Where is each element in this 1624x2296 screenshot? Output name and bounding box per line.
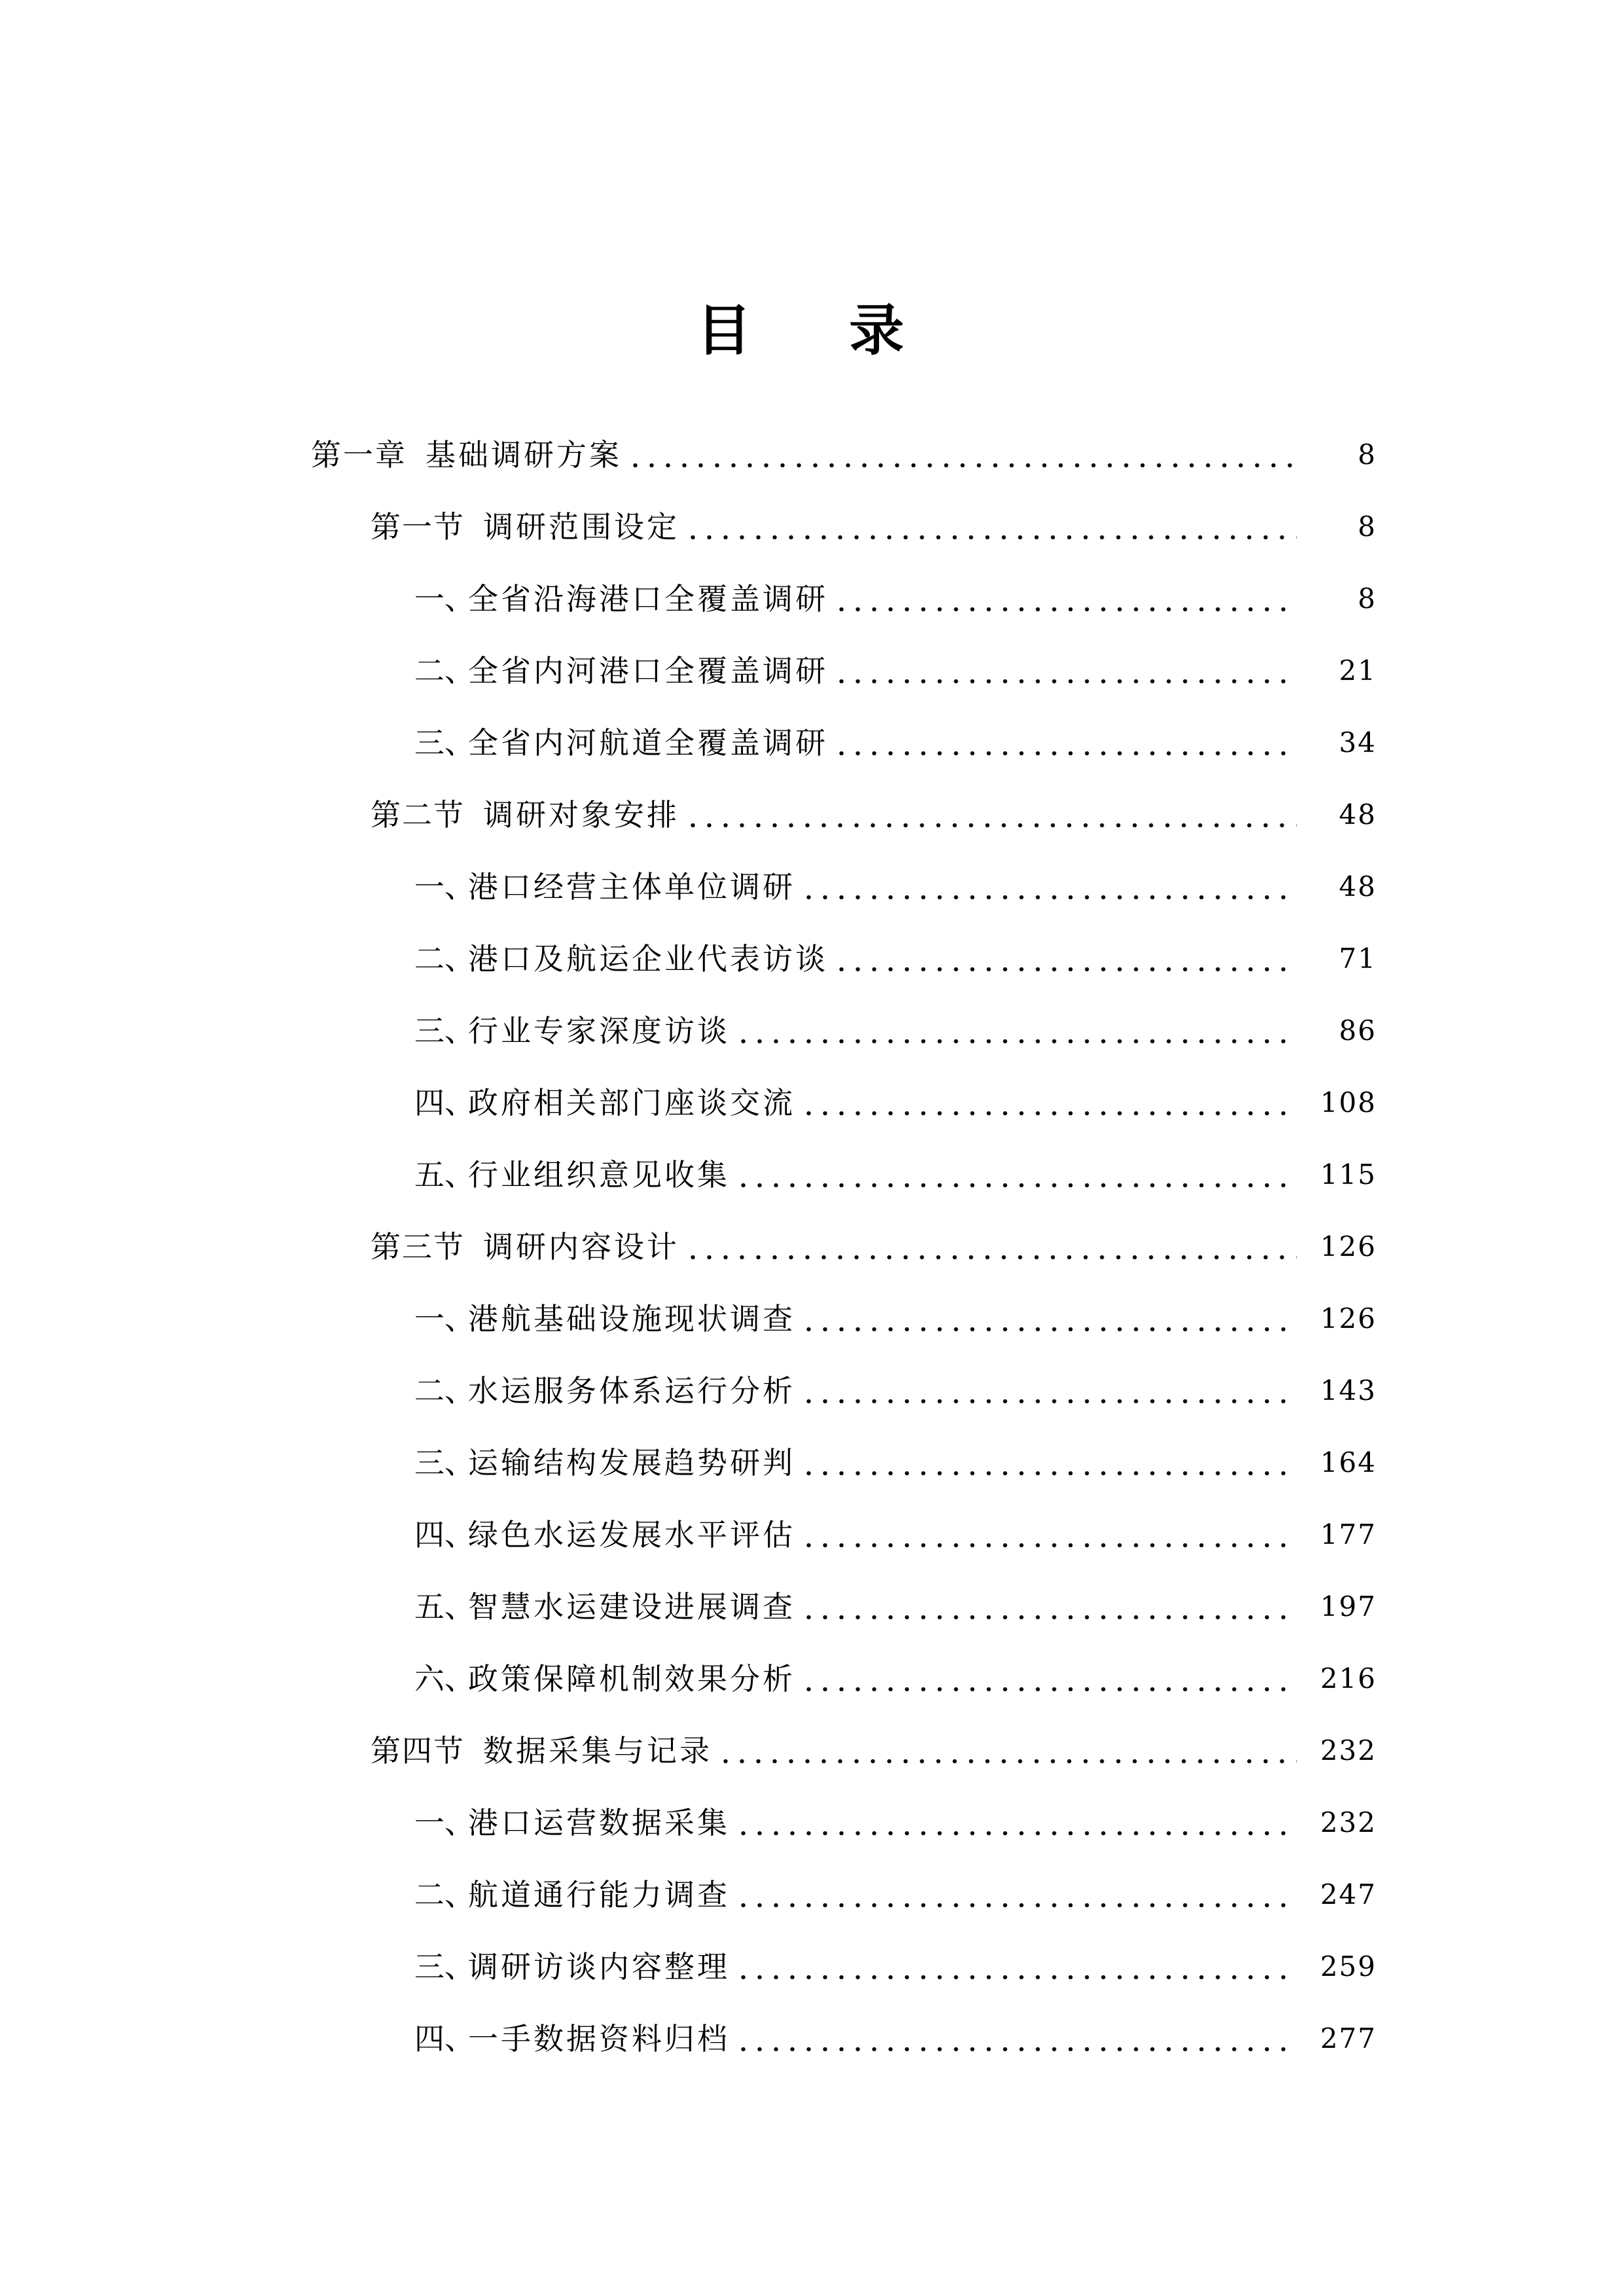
entry-number: 一、 xyxy=(414,1805,475,1840)
toc-entry-subsection[interactable] xyxy=(0,1427,1624,1499)
entry-number: 五、 xyxy=(414,1157,475,1193)
page-number: 8 xyxy=(1358,511,1377,543)
entry-title: 港口及航运企业代表访谈 xyxy=(468,941,828,977)
page-number: 177 xyxy=(1320,1518,1377,1551)
page-number: 197 xyxy=(1320,1590,1377,1623)
page-number: 277 xyxy=(1320,2022,1377,2054)
entry-number: 第三节 xyxy=(370,1229,465,1265)
dot-leader xyxy=(735,2003,1297,2075)
entry-title: 全省内河港口全覆盖调研 xyxy=(468,653,828,689)
entry-number: 二、 xyxy=(414,1877,475,1912)
page-number: 8 xyxy=(1358,439,1377,471)
entry-title: 水运服务体系运行分析 xyxy=(468,1373,795,1408)
toc-entry-subsection[interactable] xyxy=(0,851,1624,923)
toc-entry-subsection[interactable] xyxy=(0,1931,1624,2003)
dot-leader xyxy=(801,1355,1297,1427)
entry-number: 三、 xyxy=(414,1949,475,1984)
entry-number: 三、 xyxy=(414,1445,475,1480)
toc-entry-subsection[interactable] xyxy=(0,923,1624,995)
page-number: 164 xyxy=(1320,1446,1377,1479)
dot-leader xyxy=(685,779,1297,851)
toc-entry-subsection[interactable] xyxy=(0,563,1624,635)
entry-number: 第二节 xyxy=(370,797,465,833)
entry-title: 行业专家深度访谈 xyxy=(468,1013,730,1049)
page-number: 259 xyxy=(1320,1950,1377,1982)
toc-entry-subsection[interactable] xyxy=(0,707,1624,779)
toc-entry-subsection[interactable] xyxy=(0,1643,1624,1715)
entry-title: 调研内容设计 xyxy=(483,1229,679,1265)
page-number: 48 xyxy=(1339,870,1377,903)
toc-entry-section[interactable] xyxy=(0,1211,1624,1283)
entry-number: 四、 xyxy=(414,2021,475,2056)
page-number: 126 xyxy=(1320,1230,1377,1263)
entry-number: 第一节 xyxy=(370,509,465,545)
dot-leader xyxy=(735,995,1297,1067)
dot-leader xyxy=(801,1427,1297,1499)
entry-number: 六、 xyxy=(414,1661,475,1696)
toc-title: 目 录 xyxy=(696,298,944,363)
entry-title: 航道通行能力调查 xyxy=(468,1877,730,1912)
entry-number: 一、 xyxy=(414,869,475,905)
entry-number: 二、 xyxy=(414,1373,475,1408)
page-number: 232 xyxy=(1320,1806,1377,1839)
toc-entry-subsection[interactable] xyxy=(0,1571,1624,1643)
toc-entry-subsection[interactable] xyxy=(0,1859,1624,1931)
toc-entry-subsection[interactable] xyxy=(0,1067,1624,1139)
page-number: 143 xyxy=(1320,1374,1377,1407)
toc-entry-chapter[interactable] xyxy=(0,419,1624,491)
entry-title: 行业组织意见收集 xyxy=(468,1157,730,1193)
dot-leader xyxy=(833,563,1297,635)
dot-leader xyxy=(833,923,1297,995)
toc-entry-subsection[interactable] xyxy=(0,635,1624,707)
dot-leader xyxy=(801,1067,1297,1139)
page-number: 71 xyxy=(1339,942,1377,975)
entry-title: 政策保障机制效果分析 xyxy=(468,1661,795,1696)
entry-number: 一、 xyxy=(414,581,475,617)
dot-leader xyxy=(833,707,1297,779)
entry-number: 第一章 xyxy=(311,437,407,473)
dot-leader xyxy=(801,1283,1297,1355)
entry-number: 四、 xyxy=(414,1517,475,1552)
entry-number: 五、 xyxy=(414,1589,475,1624)
entry-title: 政府相关部门座谈交流 xyxy=(468,1085,795,1121)
entry-title: 一手数据资料归档 xyxy=(468,2021,730,2056)
dot-leader xyxy=(801,1571,1297,1643)
entry-number: 三、 xyxy=(414,725,475,761)
toc-entry-section[interactable] xyxy=(0,491,1624,563)
entry-title: 调研访谈内容整理 xyxy=(468,1949,730,1984)
dot-leader xyxy=(735,1139,1297,1211)
dot-leader xyxy=(735,1931,1297,2003)
table-of-contents xyxy=(0,419,1624,2075)
dot-leader xyxy=(685,1211,1297,1283)
entry-title: 港航基础设施现状调查 xyxy=(468,1301,795,1336)
entry-number: 二、 xyxy=(414,941,475,977)
dot-leader xyxy=(685,491,1297,563)
page-number: 108 xyxy=(1320,1086,1377,1119)
toc-entry-section[interactable] xyxy=(0,1715,1624,1787)
entry-title: 运输结构发展趋势研判 xyxy=(468,1445,795,1480)
toc-entry-section[interactable] xyxy=(0,779,1624,851)
dot-leader xyxy=(627,419,1297,491)
dot-leader xyxy=(735,1859,1297,1931)
page-number: 232 xyxy=(1320,1734,1377,1767)
page-number: 48 xyxy=(1339,798,1377,831)
toc-entry-subsection[interactable] xyxy=(0,995,1624,1067)
page-number: 126 xyxy=(1320,1302,1377,1335)
entry-title: 数据采集与记录 xyxy=(483,1733,712,1768)
page-number: 216 xyxy=(1320,1662,1377,1695)
dot-leader xyxy=(717,1715,1297,1787)
toc-entry-subsection[interactable] xyxy=(0,1499,1624,1571)
entry-number: 一、 xyxy=(414,1301,475,1336)
toc-entry-subsection[interactable] xyxy=(0,2003,1624,2075)
page-number: 115 xyxy=(1320,1158,1377,1191)
toc-entry-subsection[interactable] xyxy=(0,1355,1624,1427)
page-number: 86 xyxy=(1339,1014,1377,1047)
toc-entry-subsection[interactable] xyxy=(0,1283,1624,1355)
entry-title: 调研对象安排 xyxy=(483,797,679,833)
entry-title: 绿色水运发展水平评估 xyxy=(468,1517,795,1552)
entry-title: 全省沿海港口全覆盖调研 xyxy=(468,581,828,617)
toc-entry-subsection[interactable] xyxy=(0,1787,1624,1859)
entry-title: 调研范围设定 xyxy=(483,509,679,545)
toc-entry-subsection[interactable] xyxy=(0,1139,1624,1211)
dot-leader xyxy=(801,851,1297,923)
dot-leader xyxy=(801,1643,1297,1715)
entry-title: 基础调研方案 xyxy=(425,437,622,473)
entry-number: 二、 xyxy=(414,653,475,689)
dot-leader xyxy=(833,635,1297,707)
entry-title: 港口经营主体单位调研 xyxy=(468,869,795,905)
dot-leader xyxy=(735,1787,1297,1859)
entry-number: 四、 xyxy=(414,1085,475,1121)
entry-title: 智慧水运建设进展调查 xyxy=(468,1589,795,1624)
entry-title: 全省内河航道全覆盖调研 xyxy=(468,725,828,761)
page-number: 34 xyxy=(1339,726,1377,759)
page-number: 8 xyxy=(1358,583,1377,615)
entry-title: 港口运营数据采集 xyxy=(468,1805,730,1840)
entry-number: 第四节 xyxy=(370,1733,465,1768)
page-number: 21 xyxy=(1339,655,1377,687)
entry-number: 三、 xyxy=(414,1013,475,1049)
dot-leader xyxy=(801,1499,1297,1571)
page-number: 247 xyxy=(1320,1878,1377,1910)
